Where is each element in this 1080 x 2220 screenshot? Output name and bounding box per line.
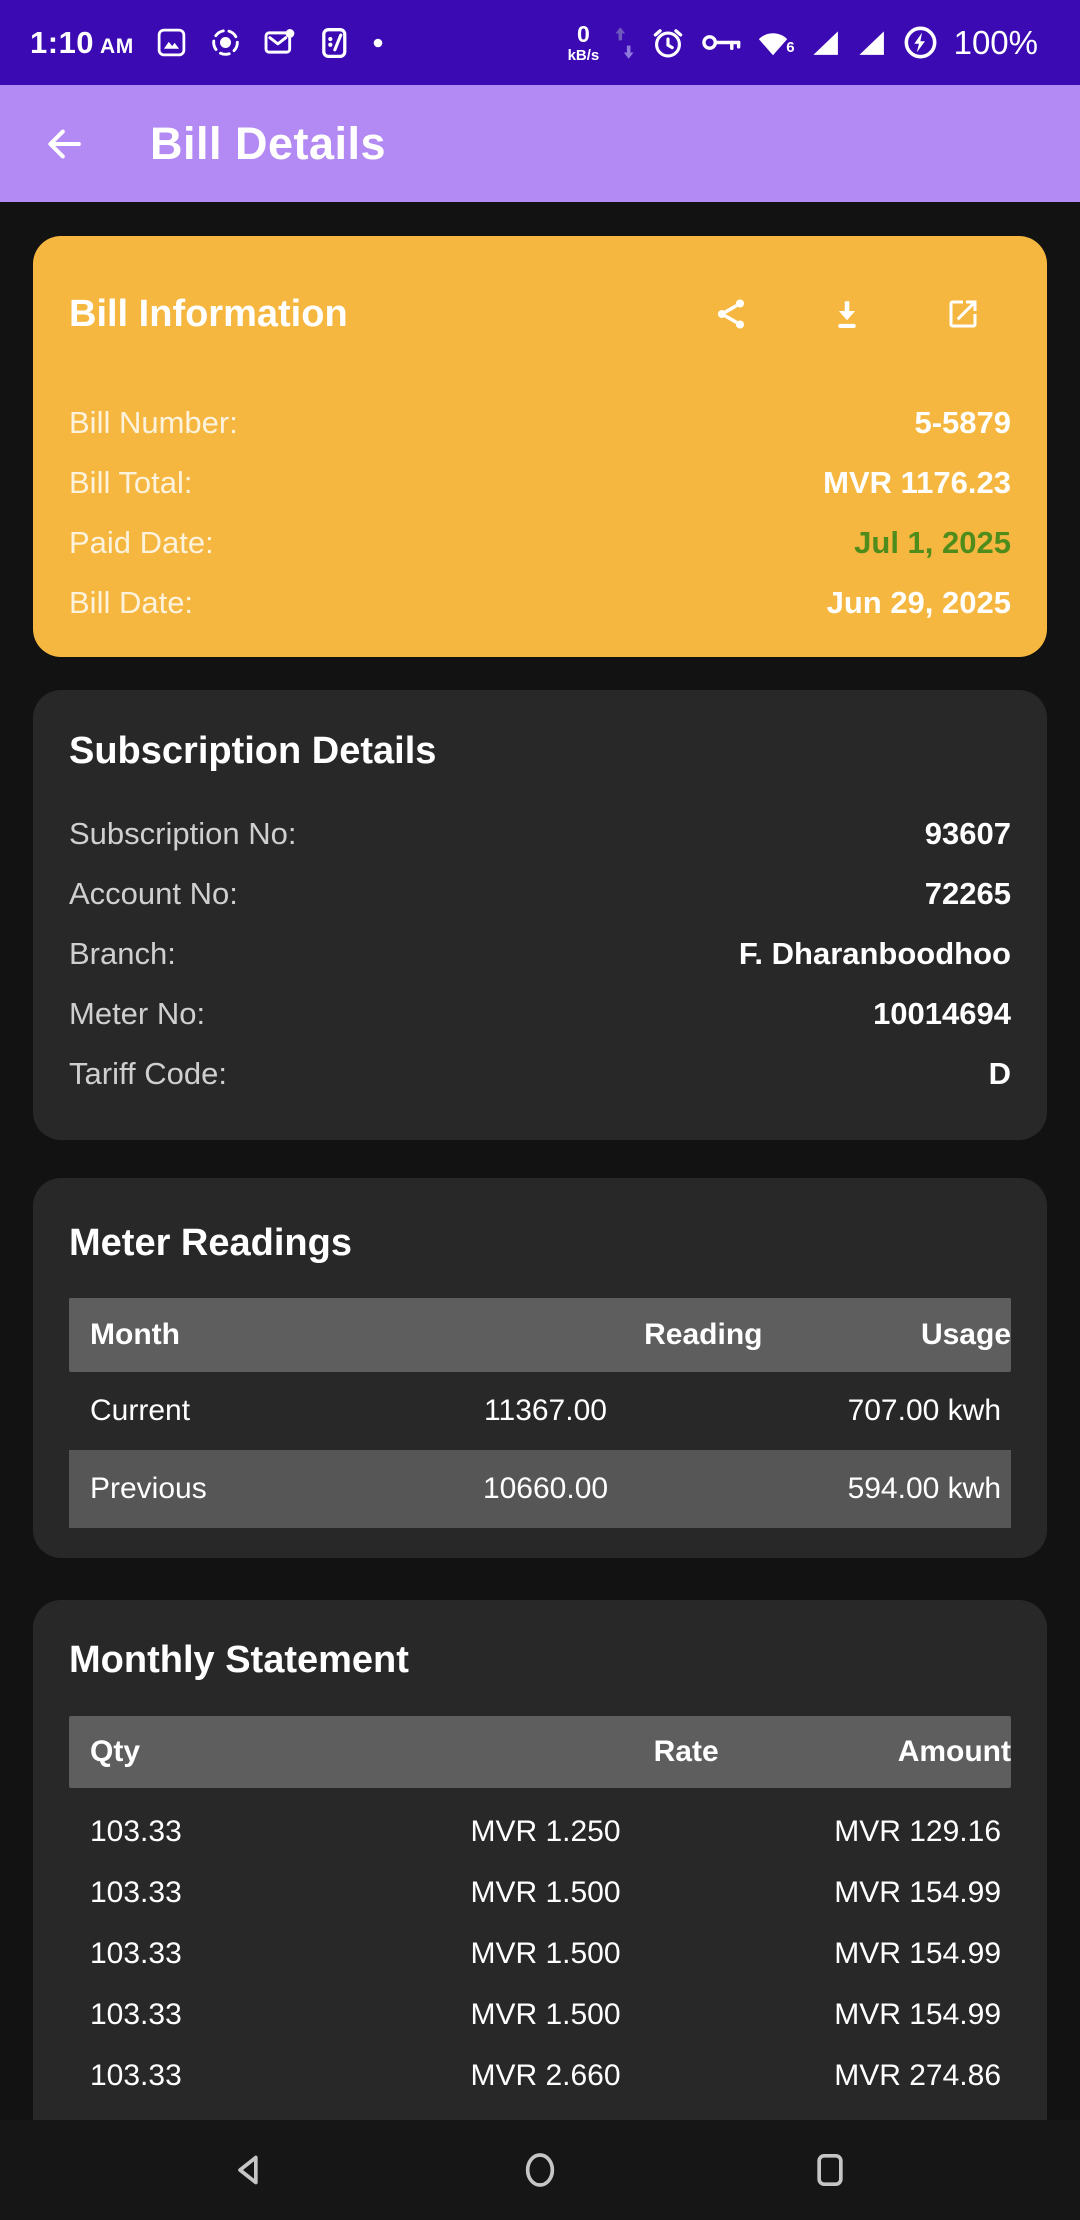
amount-cell: MVR 154.99 bbox=[834, 1997, 1002, 2031]
subscription-value: D bbox=[988, 1056, 1011, 1091]
bill-info-value: Jul 1, 2025 bbox=[854, 525, 1011, 560]
status-bar-right bbox=[567, 20, 1038, 64]
bill-info-value: MVR 1176.23 bbox=[823, 465, 1011, 500]
subscription-label: Meter No: bbox=[69, 996, 206, 1031]
share-button[interactable] bbox=[713, 296, 749, 332]
bill-information-rows bbox=[69, 393, 1011, 633]
column-header: Rate bbox=[653, 1735, 719, 1768]
bill-info-row bbox=[69, 453, 1011, 513]
table-row bbox=[69, 1923, 1011, 1984]
bill-information-title: Bill Information bbox=[69, 293, 348, 335]
bill-actions bbox=[713, 296, 981, 332]
meter-readings-header-row bbox=[69, 1298, 1011, 1372]
battery-percent: 100% bbox=[953, 23, 1038, 61]
rate-cell: MVR 2.660 bbox=[470, 2058, 621, 2092]
usage-cell: 707.00 kwh bbox=[847, 1394, 1002, 1427]
meter-readings-title: Meter Readings bbox=[69, 1222, 352, 1264]
table-row bbox=[69, 1984, 1011, 2045]
share-icon bbox=[713, 296, 749, 332]
status-bar bbox=[0, 0, 1080, 85]
traffic-arrows-icon bbox=[614, 25, 635, 61]
bill-info-row bbox=[69, 513, 1011, 573]
subscription-label: Account No: bbox=[69, 876, 238, 911]
bill-info-label: Bill Number: bbox=[69, 405, 238, 440]
rate-cell: MVR 1.500 bbox=[470, 1936, 621, 1970]
bill-info-row bbox=[69, 393, 1011, 453]
subscription-value: 72265 bbox=[924, 876, 1011, 911]
column-header: Qty bbox=[90, 1735, 141, 1768]
bill-info-row bbox=[69, 573, 1011, 633]
rate-cell: MVR 1.500 bbox=[470, 1875, 621, 1909]
table-row bbox=[69, 1450, 1011, 1528]
subscription-value: F. Dharanboodhoo bbox=[738, 936, 1011, 971]
subscription-label: Branch: bbox=[69, 936, 176, 971]
page-title: Bill Details bbox=[150, 117, 387, 169]
column-header: Reading bbox=[644, 1318, 763, 1351]
qty-cell: 103.33 bbox=[90, 2058, 182, 2092]
vpn-key-icon bbox=[701, 29, 741, 56]
qty-cell: 103.33 bbox=[90, 1814, 182, 1848]
column-header: Amount bbox=[897, 1735, 1011, 1768]
subscription-rows bbox=[69, 804, 1011, 1104]
usage-cell: 594.00 kwh bbox=[847, 1472, 1002, 1505]
bill-info-value: Jun 29, 2025 bbox=[826, 585, 1011, 620]
subscription-details-title: Subscription Details bbox=[69, 730, 437, 772]
status-bar-left bbox=[30, 25, 384, 61]
table-row bbox=[69, 1862, 1011, 1923]
month-cell: Current bbox=[90, 1394, 191, 1427]
table-row bbox=[69, 1372, 1011, 1450]
wifi-generation-label: 6 bbox=[786, 39, 795, 56]
network-speed: 0 kB/s bbox=[567, 20, 600, 64]
nav-back-icon bbox=[230, 2150, 270, 2190]
nav-recents-button[interactable] bbox=[810, 2150, 850, 2190]
monthly-statement-card bbox=[33, 1600, 1047, 2120]
screen-record-icon bbox=[209, 26, 242, 59]
subscription-label: Subscription No: bbox=[69, 816, 297, 851]
bill-info-label: Bill Total: bbox=[69, 465, 193, 500]
arrow-left-icon bbox=[43, 123, 85, 165]
amount-cell: MVR 129.16 bbox=[834, 1814, 1002, 1848]
open-external-icon bbox=[945, 296, 981, 332]
wifi-icon bbox=[756, 28, 790, 57]
qty-cell: 103.33 bbox=[90, 1875, 182, 1909]
subscription-row bbox=[69, 984, 1011, 1044]
clock: 1:10 AM bbox=[30, 24, 134, 60]
image-icon bbox=[155, 26, 188, 59]
system-nav-bar bbox=[0, 2120, 1080, 2220]
subscription-details-card bbox=[33, 690, 1047, 1140]
subscription-row bbox=[69, 924, 1011, 984]
bill-info-value: 5-5879 bbox=[914, 405, 1011, 440]
monthly-statement-header-row bbox=[69, 1716, 1011, 1788]
battery-charging-icon bbox=[902, 24, 939, 61]
table-row bbox=[69, 1801, 1011, 1862]
bill-info-label: Bill Date: bbox=[69, 585, 194, 620]
content-scroll-area[interactable] bbox=[0, 202, 1080, 2120]
meter-readings-card bbox=[33, 1178, 1047, 1558]
subscription-label: Tariff Code: bbox=[69, 1056, 227, 1091]
open-external-button[interactable] bbox=[945, 296, 981, 332]
monthly-statement-table bbox=[69, 1716, 1011, 2106]
subscription-value: 10014694 bbox=[873, 996, 1011, 1031]
wifi-status bbox=[756, 28, 794, 57]
column-header: Usage bbox=[920, 1318, 1011, 1351]
bill-info-label: Paid Date: bbox=[69, 525, 214, 560]
clock-meridiem: AM bbox=[100, 34, 134, 58]
amount-cell: MVR 154.99 bbox=[834, 1936, 1002, 1970]
subscription-row bbox=[69, 864, 1011, 924]
column-header: Month bbox=[90, 1318, 180, 1351]
reading-cell: 11367.00 bbox=[484, 1394, 607, 1427]
meter-readings-table bbox=[69, 1298, 1011, 1528]
nav-home-icon bbox=[520, 2150, 560, 2190]
notification-dot bbox=[372, 37, 384, 49]
reading-cell: 10660.00 bbox=[482, 1472, 609, 1505]
nav-home-button[interactable] bbox=[520, 2150, 560, 2190]
download-button[interactable] bbox=[829, 296, 865, 332]
bill-information-card bbox=[33, 236, 1047, 657]
nav-recents-icon bbox=[810, 2150, 850, 2190]
download-icon bbox=[829, 296, 865, 332]
subscription-row bbox=[69, 1044, 1011, 1104]
monthly-statement-body bbox=[69, 1801, 1011, 2106]
alarm-icon bbox=[650, 25, 686, 61]
amount-cell: MVR 154.99 bbox=[834, 1875, 1002, 1909]
subscription-value: 93607 bbox=[924, 816, 1011, 851]
qty-cell: 103.33 bbox=[90, 1997, 182, 2031]
terminal-icon bbox=[317, 26, 351, 60]
app-bar bbox=[0, 85, 1080, 202]
back-button[interactable] bbox=[42, 122, 86, 166]
rate-cell: MVR 1.500 bbox=[470, 1997, 621, 2031]
nav-back-button[interactable] bbox=[230, 2150, 270, 2190]
amount-cell: MVR 274.86 bbox=[834, 2058, 1002, 2092]
cell-signal-icon bbox=[856, 27, 887, 58]
table-row bbox=[69, 2045, 1011, 2106]
monthly-statement-title: Monthly Statement bbox=[69, 1639, 409, 1681]
mail-unread-icon bbox=[263, 26, 296, 59]
rate-cell: MVR 1.250 bbox=[470, 1814, 621, 1848]
month-cell: Previous bbox=[90, 1472, 207, 1505]
meter-readings-body bbox=[69, 1372, 1011, 1528]
bill-information-header bbox=[69, 288, 1011, 340]
subscription-row bbox=[69, 804, 1011, 864]
qty-cell: 103.33 bbox=[90, 1936, 182, 1970]
cell-signal-icon bbox=[810, 27, 841, 58]
